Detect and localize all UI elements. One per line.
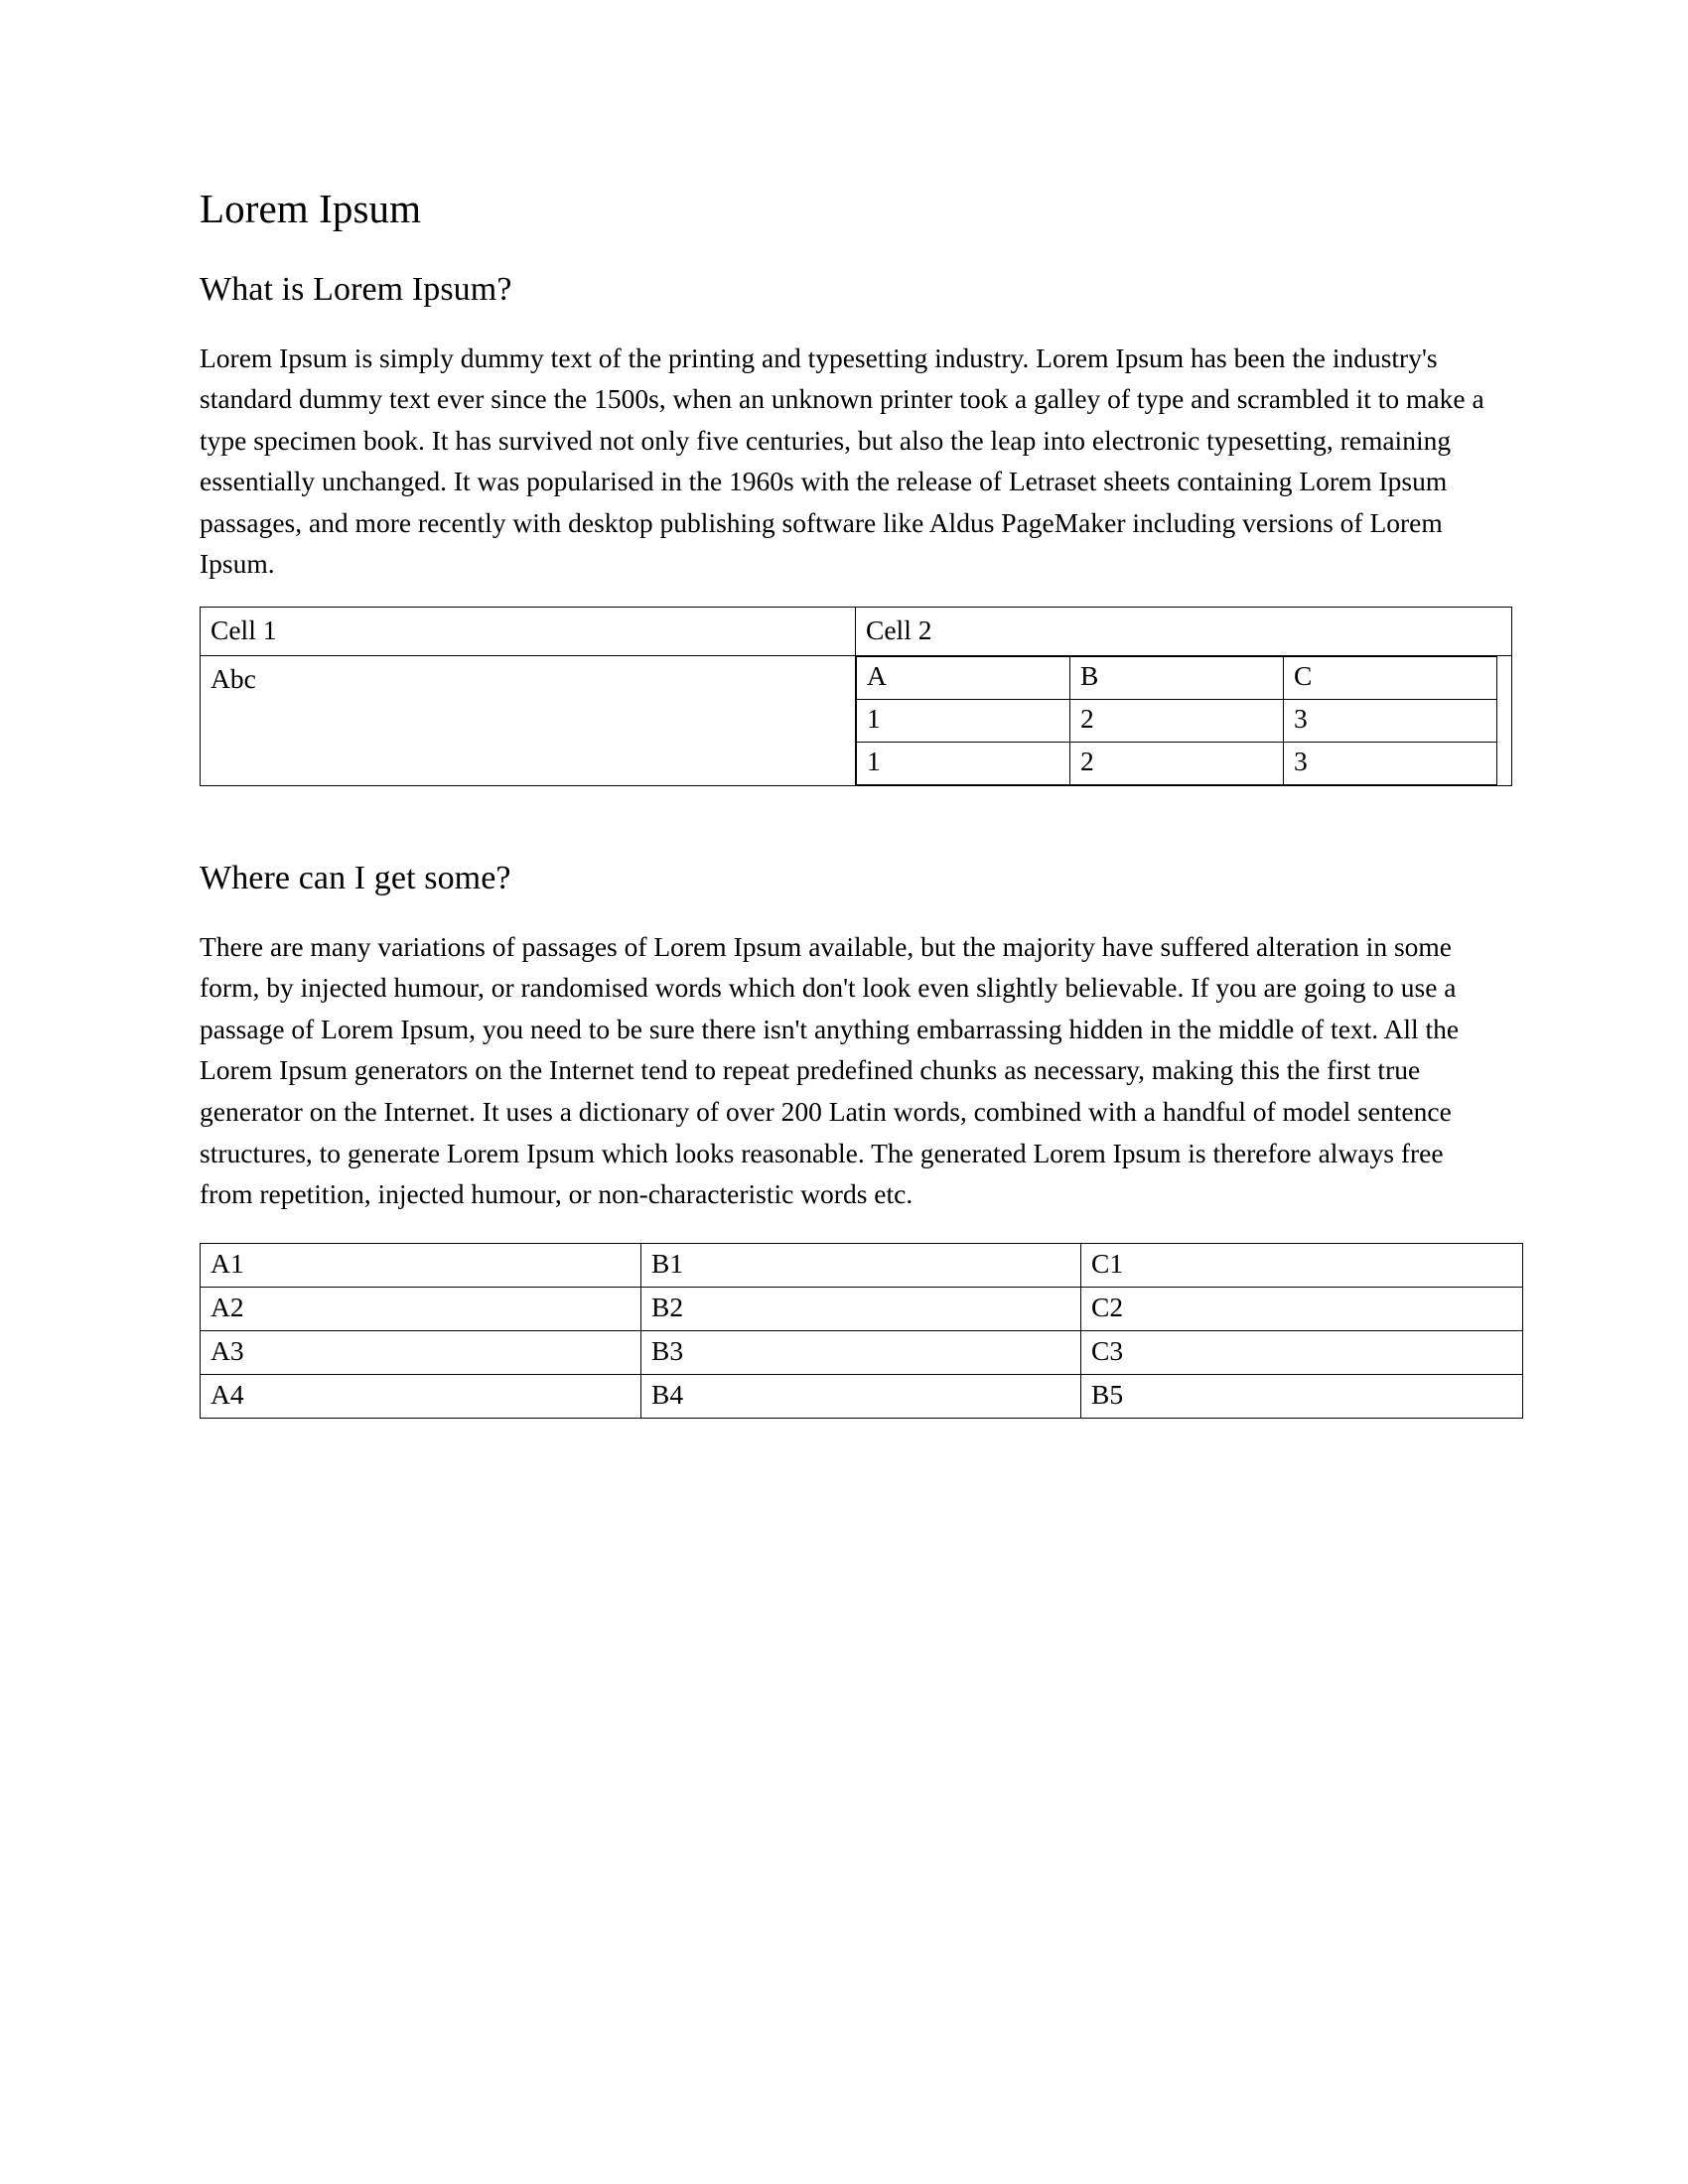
section-heading-where-can-i-get-some: Where can I get some? [200,860,511,897]
inner-cell-a: A [857,657,1070,700]
inner-cell-r2c1: 1 [857,743,1070,785]
table-row [201,1374,1523,1418]
paragraph-where-can-i-get-some: There are many variations of passages of Lorem Ipsum available, but the majority have suffered alteration in some form, by injected humour, or randomised words which don't look even slightly believable. If you are going to use a passage of Lorem Ipsum, you need to be sure there isn't anything embarrassing hidden in the middle of text. All the Lorem Ipsum generators on the Internet tend to repeat predefined chunks as necessary, making this the first true generator on the Internet. It uses a dictionary of over 200 Latin words, combined with a handful of model sentence structures, to generate Lorem Ipsum which looks reasonable. The generated Lorem Ipsum is therefore always free from repetition, injected humour, or non-characteristic words etc. [200,930,1460,1210]
inner-cell-r2c3: 3 [1284,743,1497,785]
nested-table-cell-abc: Abc [201,656,856,786]
grid-cell-a2: A2 [201,1287,641,1330]
grid-cell-b2: B2 [641,1287,1081,1330]
table-row [857,657,1497,700]
page-title: Lorem Ipsum [200,186,422,231]
grid-cell-b5: B5 [1081,1374,1523,1418]
inner-cell-r1c2: 2 [1070,700,1284,743]
table-row [201,1330,1523,1374]
simple-grid-table [200,1243,1523,1419]
table-row [857,743,1497,785]
nested-table-cell-2-header: Cell 2 [856,608,1512,656]
grid-cell-b4: B4 [641,1374,1081,1418]
paragraph-what-is-lorem-ipsum: Lorem Ipsum is simply dummy text of the printing and typesetting industry. Lorem Ipsum has been the industry's standard dummy text ever since the 1500s, when an unknown printer took a galley of type and scrambled it to make a type specimen book. It has survived not only five centuries, but also the leap into electronic typesetting, remaining essentially unchanged. It was popularised in the 1960s with the release of Letraset sheets containing Lorem Ipsum passages, and more recently with desktop publishing software like Aldus PageMaker including versions of Lorem Ipsum. [200,341,1484,580]
inner-cell-r1c3: 3 [1284,700,1497,743]
table-row [201,1287,1523,1330]
grid-cell-c2: C2 [1081,1287,1523,1330]
table-row [201,656,1512,786]
inner-cell-r1c1: 1 [857,700,1070,743]
section-heading-what-is-lorem-ipsum: What is Lorem Ipsum? [200,271,512,309]
table-row [201,608,1512,656]
grid-cell-b1: B1 [641,1243,1081,1287]
nested-table-cell-1-header: Cell 1 [201,608,856,656]
inner-cell-c: C [1284,657,1497,700]
table-row [857,700,1497,743]
table-row [201,1243,1523,1287]
nested-table [200,607,1512,786]
grid-cell-b3: B3 [641,1330,1081,1374]
grid-cell-c3: C3 [1081,1330,1523,1374]
grid-cell-c1: C1 [1081,1243,1523,1287]
inner-cell-r2c2: 2 [1070,743,1284,785]
nested-table-container [856,656,1512,786]
inner-abc-table [856,656,1497,785]
grid-cell-a4: A4 [201,1374,641,1418]
grid-cell-a3: A3 [201,1330,641,1374]
inner-cell-b: B [1070,657,1284,700]
grid-cell-a1: A1 [201,1243,641,1287]
